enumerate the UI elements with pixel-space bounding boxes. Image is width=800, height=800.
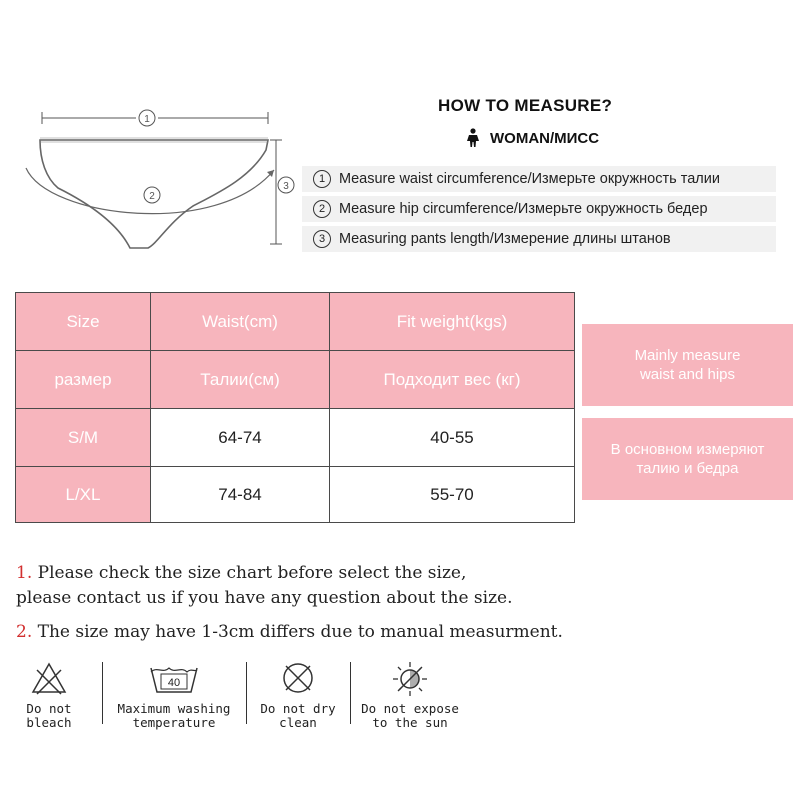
waist-cell: 74-84 <box>151 467 330 523</box>
note-1-line-2 <box>16 588 513 608</box>
side-note-en: Mainly measure waist and hips <box>582 324 793 406</box>
measure-text: Measuring pants length/Измерение длины штанов <box>339 231 671 247</box>
waist-cell: 64-74 <box>151 409 330 467</box>
header-size-ru: размер <box>16 351 151 409</box>
note-text: The size may have 1-3cm differs due to manual measurment. <box>37 622 563 642</box>
measure-text: Measure hip circumference/Измерьте окружность бедер <box>339 201 708 217</box>
measure-row-1 <box>302 166 776 192</box>
page-title: HOW TO MEASURE? <box>438 96 613 115</box>
svg-text:40: 40 <box>167 677 181 689</box>
header-size: Size <box>16 293 151 351</box>
note-number: 2. <box>16 622 33 642</box>
care-no-sun: Do not expose to the sun <box>358 660 462 730</box>
size-cell: S/M <box>16 409 151 467</box>
table-row <box>16 467 575 523</box>
woman-label: WOMAN/МИСС <box>490 129 600 147</box>
note-1 <box>16 563 466 583</box>
wash-40-icon <box>147 660 201 696</box>
step-number: 3 <box>313 230 331 248</box>
no-dry-clean-icon <box>280 660 316 696</box>
size-table <box>15 292 575 523</box>
svg-text:2: 2 <box>149 191 155 202</box>
no-sun-icon <box>391 660 429 698</box>
briefs-measurement-diagram <box>18 98 308 258</box>
svg-text:1: 1 <box>144 114 150 125</box>
header-weight-ru: Подходит вес (кг) <box>330 351 575 409</box>
weight-cell: 40-55 <box>330 409 575 467</box>
note-text: please contact us if you have any question about the size. <box>16 588 513 608</box>
weight-cell: 55-70 <box>330 467 575 523</box>
header-waist-ru: Талии(см) <box>151 351 330 409</box>
note-2 <box>16 622 563 642</box>
table-row <box>16 409 575 467</box>
step-number: 1 <box>313 170 331 188</box>
woman-icon <box>466 128 480 148</box>
header-waist: Waist(cm) <box>151 293 330 351</box>
no-bleach-icon <box>29 660 69 696</box>
measure-text: Measure waist circumference/Измерьте окружность талии <box>339 171 720 187</box>
note-number: 1. <box>16 563 33 583</box>
divider <box>246 662 247 724</box>
measure-row-3 <box>302 226 776 252</box>
divider <box>102 662 103 724</box>
header-weight: Fit weight(kgs) <box>330 293 575 351</box>
svg-text:3: 3 <box>283 181 289 192</box>
measure-row-2 <box>302 196 776 222</box>
note-text: Please check the size chart before select the size, <box>37 563 467 583</box>
woman-row <box>466 128 599 148</box>
divider <box>350 662 351 724</box>
step-number: 2 <box>313 200 331 218</box>
size-cell: L/XL <box>16 467 151 523</box>
care-wash-temp: 40 Maximum washing temperature <box>108 660 240 730</box>
care-no-bleach: Do not bleach <box>14 660 84 730</box>
care-no-dry-clean: Do not dry clean <box>256 660 340 730</box>
side-note-ru: В основном измеряют талию и бедра <box>582 418 793 500</box>
